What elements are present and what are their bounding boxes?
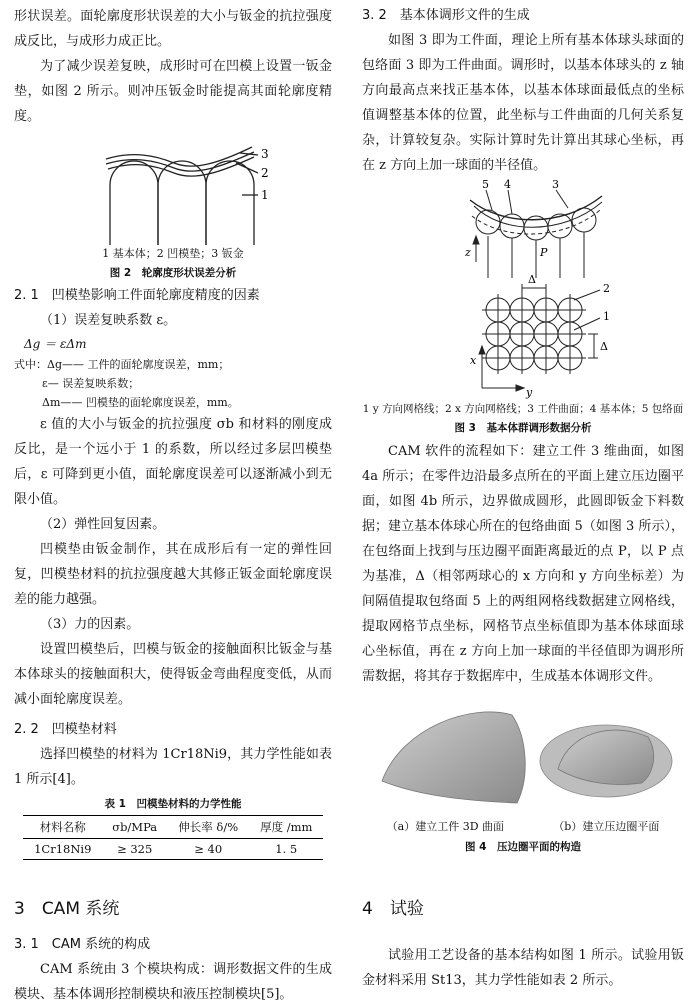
table-header: σb/MPa bbox=[102, 816, 166, 839]
figure-4-drawing bbox=[362, 697, 684, 817]
paragraph: 试验用工艺设备的基本结构如图 1 所示。试验用钣金材料采用 St13，其力学性能如表 2 所示。 bbox=[362, 948, 684, 988]
table-cell: 1. 5 bbox=[250, 839, 323, 860]
figure-3-drawing bbox=[362, 178, 684, 400]
definition: Δm—— 凹模垫的面轮廓度误差，mm。 bbox=[42, 396, 239, 409]
table-cell: 1Cr18Ni9 bbox=[23, 839, 102, 860]
table-1 bbox=[23, 815, 323, 860]
figure-3-delta: Δ bbox=[600, 340, 608, 353]
paragraph: 形状误差。面轮廓度形状误差的大小与钣金的抗拉强度成反比，与成形力成正比。 bbox=[14, 9, 332, 49]
figure-3-label: 4 bbox=[504, 178, 511, 191]
paragraph: 凹模垫由钣金制作，其在成形后有一定的弹性回复，凹模垫材料的抗拉强度越大其修正钣金面轮廓度误差的能力越强。 bbox=[14, 542, 332, 607]
paragraph: 如图 3 即为工件面，理论上所有基本体球头球面的包络面 3 即为工件曲面。调形时，以基本体球头的 z 轴方向最高点来找正基本体，以基本体球面最低点的坐标值调整基本体的位置，此坐标与工件曲面的几何关系复杂，计算较复杂。实际计算时先计算出其球心坐标，再在 z 方向上加一球面的半径值。 bbox=[362, 33, 684, 173]
section-4-heading: 4 试验 bbox=[362, 899, 424, 919]
paragraph: CAM 系统由 3 个模块构成：调形数据文件的生成模块、基本体调形控制模块和液压控制模块[5]。 bbox=[14, 962, 332, 1002]
right-column bbox=[362, 4, 684, 993]
list-item: （1）误差复映系数 ε。 bbox=[40, 313, 177, 328]
figure-2-caption: 图 2 轮廓度形状误差分析 bbox=[109, 267, 237, 279]
figure-3-caption: 图 3 基本体群调形数据分析 bbox=[454, 422, 592, 434]
figure-4 bbox=[362, 697, 684, 854]
section-2-2-heading: 2. 2 凹模垫材料 bbox=[14, 722, 117, 737]
figure-3-label: 2 bbox=[603, 282, 610, 295]
section-3-heading: 3 CAM 系统 bbox=[14, 899, 120, 919]
figure-2-legend: 1 基本体；2 凹模垫；3 钣金 bbox=[102, 247, 244, 260]
definition: ε— 误差复映系数； bbox=[42, 377, 140, 390]
table-row bbox=[23, 839, 323, 860]
figure-4-caption: 图 4 压边圈平面的构造 bbox=[465, 841, 581, 853]
table-cell: ≥ 40 bbox=[167, 839, 250, 860]
figure-3 bbox=[362, 178, 684, 435]
figure-3-legend: 1 y 方向网格线；2 x 方向网格线；3 工件曲面；4 基本体；5 包络面 bbox=[362, 403, 684, 415]
figure-2-drawing bbox=[14, 133, 332, 245]
figure-2-label: 2 bbox=[261, 166, 269, 180]
figure-4b-label: （b）建立压边圈平面 bbox=[553, 820, 660, 833]
figure-3-delta: Δ bbox=[528, 273, 536, 286]
figure-3-axis-y: y bbox=[526, 386, 533, 399]
table-1-caption: 表 1 凹模垫材料的力学性能 bbox=[104, 798, 242, 810]
table-header: 厚度 /mm bbox=[250, 816, 323, 839]
paragraph: ε 值的大小与钣金的抗拉强度 σb 和材料的刚度成反比，是一个远小于 1 的系数，所以经过多层凹模垫后，ε 可降到更小值，面轮廓度误差可以逐渐减小到无限小值。 bbox=[14, 417, 332, 507]
figure-3-label: 3 bbox=[552, 178, 559, 191]
paragraph: CAM 软件的流程如下：建立工件 3 维曲面，如图 4a 所示；在零件边沿最多点所在的平面上建立压边圈平面，如图 4b 所示，边界做成圆形，此圆即钣金下料数据；建立基本体球心所在的包络曲面 5（如图 3 所示），在包络面上找到与压边圈平面距离最近的点 P，以 P 点为基准，Δ（相邻两球心的 x 方向和 y 方向坐标差）为间隔值提取包络面 5 上的两组网格线数据建立网格线，提取网格节点坐标，网格节点坐标值即为基本体球面球心坐标值，再在 z 方向上加一球面的半径值即为调形所需数据，将其存于数据库中，生成基本体调形文件。 bbox=[362, 444, 684, 684]
figure-3-point-p: P bbox=[540, 246, 548, 259]
figure-3-axis-z: z bbox=[465, 246, 471, 259]
figure-4a-surface bbox=[382, 712, 525, 803]
figure-4a-label: （a）建立工件 3D 曲面 bbox=[386, 820, 505, 833]
figure-2-label: 1 bbox=[261, 188, 269, 202]
figure-3-label: 1 bbox=[603, 310, 610, 323]
figure-2-label: 3 bbox=[261, 147, 269, 161]
definition: 式中：Δg—— 工件的面轮廓度误差，mm； bbox=[14, 358, 230, 371]
left-column bbox=[14, 4, 332, 1007]
figure-3-label: 5 bbox=[482, 178, 489, 191]
figure-2 bbox=[14, 133, 332, 280]
section-3-1-heading: 3. 1 CAM 系统的构成 bbox=[14, 937, 151, 952]
paragraph: 选择凹模垫的材料为 1Cr18Ni9，其力学性能如表 1 所示[4]。 bbox=[14, 747, 332, 787]
paragraph: 为了减少误差复映，成形时可在凹模上设置一钣金垫，如图 2 所示。则冲压钣金时能提高其面轮廓度精度。 bbox=[14, 59, 332, 124]
table-header: 伸长率 δ/% bbox=[167, 816, 250, 839]
section-2-1-heading: 2. 1 凹模垫影响工件面轮廓度精度的因素 bbox=[14, 288, 260, 303]
list-item: （2）弹性回复因素。 bbox=[40, 517, 166, 532]
section-3-2-heading: 3. 2 基本体调形文件的生成 bbox=[362, 8, 530, 23]
formula: Δg ＝ εΔm bbox=[24, 337, 87, 351]
table-cell: ≥ 325 bbox=[102, 839, 166, 860]
table-header: 材料名称 bbox=[23, 816, 102, 839]
paragraph: 设置凹模垫后，凹模与钣金的接触面积比钣金与基本体球头的接触面积大，使得钣金弯曲程度变低，从而减小面轮廓度误差。 bbox=[14, 642, 332, 707]
figure-3-axis-x: x bbox=[470, 354, 477, 367]
list-item: （3）力的因素。 bbox=[40, 617, 140, 632]
